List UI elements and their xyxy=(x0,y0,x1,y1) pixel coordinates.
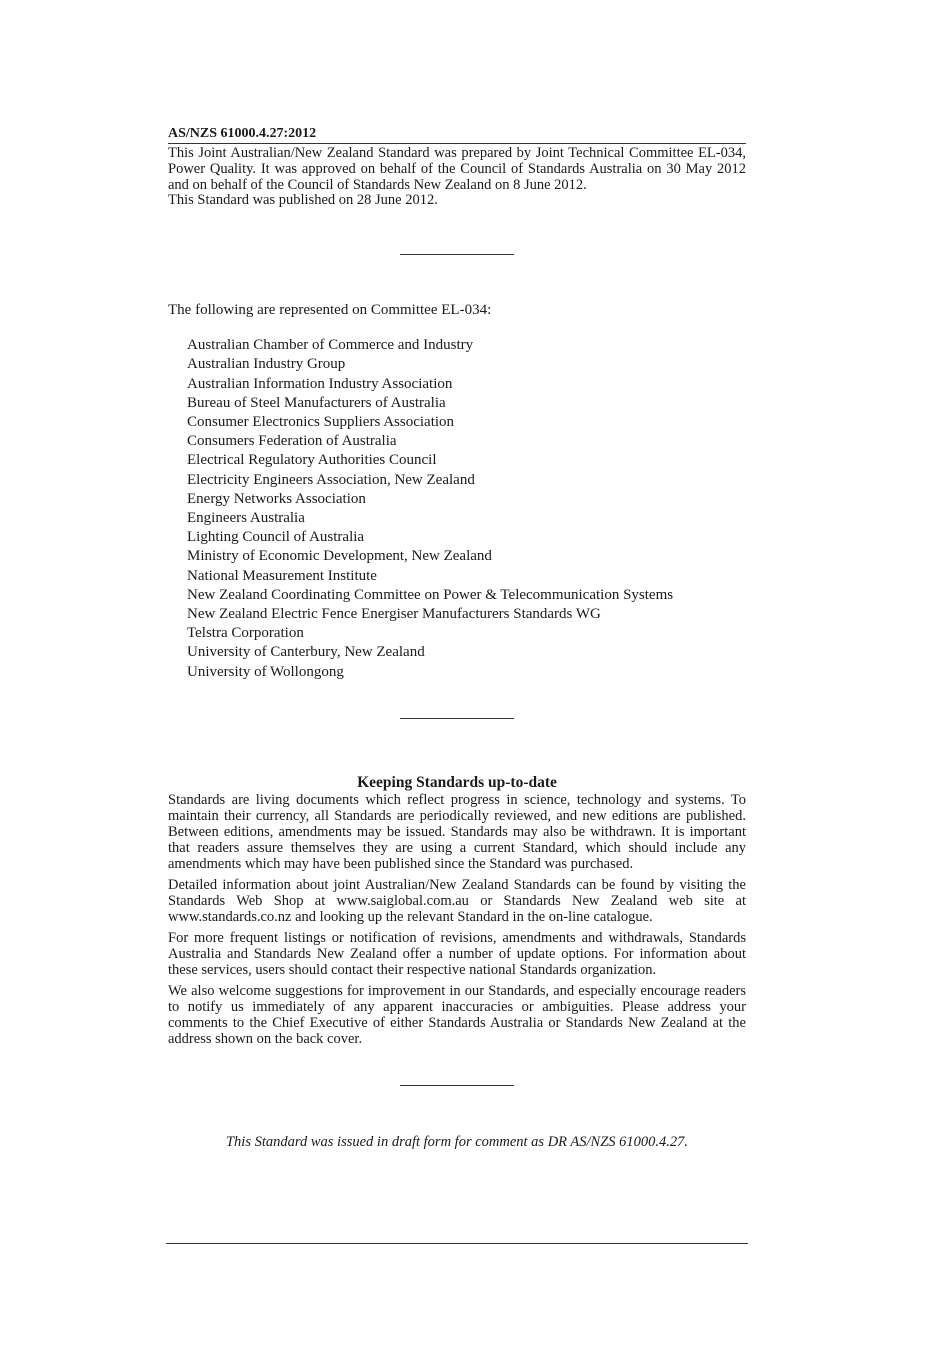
body-paragraph: We also welcome suggestions for improvement in our Standards, and especially encourage readers to notify us immediately of any apparent inaccuracies or ambiguities. Please address your comments to the Chief Executive of either Standards Australia or Standards New Zealand at the address shown on the back cover. xyxy=(168,982,746,1047)
preparation-statement xyxy=(168,146,746,209)
committee-member: Australian Information Industry Association xyxy=(187,375,453,392)
committee-member: Australian Chamber of Commerce and Industry xyxy=(187,337,474,354)
committee-member: New Zealand Electric Fence Energiser Manufacturers Standards WG xyxy=(187,606,601,623)
section-divider xyxy=(400,254,514,255)
committee-member: Electrical Regulatory Authorities Council xyxy=(187,452,437,469)
section-divider xyxy=(400,1085,514,1086)
committee-member: Bureau of Steel Manufacturers of Australia xyxy=(187,394,446,411)
committee-member: Telstra Corporation xyxy=(187,625,304,642)
committee-member: Electricity Engineers Association, New Zealand xyxy=(187,471,475,488)
committee-member: Ministry of Economic Development, New Zealand xyxy=(187,548,492,565)
publication-date-paragraph: This Standard was published on 28 June 2012. xyxy=(168,192,438,209)
committee-member-list xyxy=(168,336,746,682)
committee-member: University of Canterbury, New Zealand xyxy=(187,644,425,661)
body-paragraph: Standards are living documents which reflect progress in science, technology and systems. To maintain their currency, all Standards are periodically reviewed, and new editions are published. Between editions, amendments may be issued. Standards may also be withdrawn. It is important that readers assure themselves they are using a current Standard, which should include any amendments which may have been published since the Standard was purchased. xyxy=(168,791,746,872)
standard-designation: AS/NZS 61000.4.27:2012 xyxy=(168,126,746,144)
committee-member: Consumers Federation of Australia xyxy=(187,433,397,450)
preparation-paragraph: This Joint Australian/New Zealand Standard was prepared by Joint Technical Committee EL-034, Power Quality. It was approved on behalf of the Council of Standards Australia on 30 May 2012 and on behalf of the Council of Standards New Zealand on 8 June 2012. xyxy=(168,145,746,193)
footer-rule xyxy=(166,1243,748,1244)
committee-member: Energy Networks Association xyxy=(187,490,366,507)
committee-member: Lighting Council of Australia xyxy=(187,529,365,546)
body-paragraph: For more frequent listings or notification of revisions, amendments and withdrawals, Standards Australia and Standards New Zealand offer a number of update options. For information about these services, users should contact their respective national Standards organization. xyxy=(168,929,746,978)
body-paragraph: Detailed information about joint Australian/New Zealand Standards can be found by visiting the Standards Web Shop at www.saiglobal.com.au or Standards New Zealand web site at www.standards.co.nz and looking up the relevant Standard in the on-line catalogue. xyxy=(168,876,746,925)
committee-member: National Measurement Institute xyxy=(187,567,377,584)
committee-member: New Zealand Coordinating Committee on Power & Telecommunication Systems xyxy=(187,586,674,603)
draft-note: This Standard was issued in draft form for comment as DR AS/NZS 61000.4.27. xyxy=(225,1133,689,1150)
committee-intro: The following are represented on Committee EL-034: xyxy=(168,302,492,319)
keeping-up-to-date-body xyxy=(168,792,746,1047)
committee-member: University of Wollongong xyxy=(187,663,344,680)
document-page xyxy=(168,126,746,1151)
keeping-up-to-date-heading: Keeping Standards up-to-date xyxy=(357,773,557,791)
section-divider xyxy=(400,718,514,719)
committee-member: Australian Industry Group xyxy=(187,356,346,373)
committee-member: Consumer Electronics Suppliers Association xyxy=(187,414,455,430)
committee-member: Engineers Australia xyxy=(187,510,305,527)
